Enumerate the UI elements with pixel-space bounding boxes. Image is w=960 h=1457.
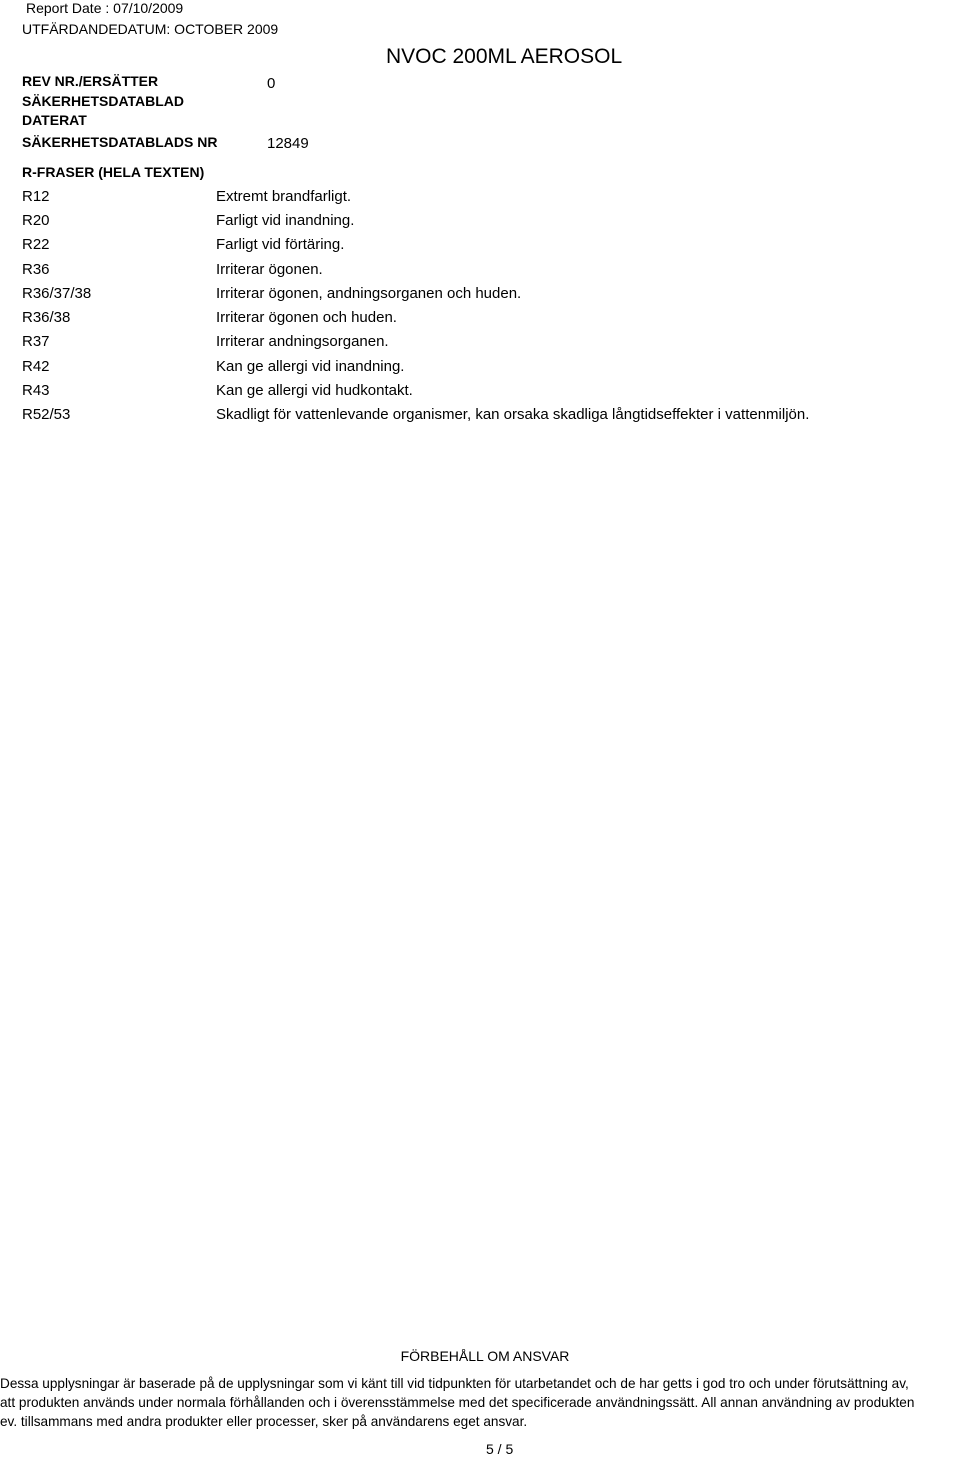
r-phrase-text: Kan ge allergi vid hudkontakt. [216, 382, 413, 399]
r-phrase-code: R37 [22, 333, 50, 350]
issue-date: UTFÄRDANDEDATUM: OCTOBER 2009 [22, 21, 279, 37]
r-phrase-text: Irriterar ögonen. [216, 261, 323, 278]
disclaimer-line-1: Dessa upplysningar är baserade på de upplysningar som vi känt till vid tidpunkten för utarbetandet och de har getts i god tro och under förutsättning av, [0, 1376, 909, 1391]
r-phrase-text: Farligt vid inandning. [216, 212, 355, 229]
r-phrase-code: R36 [22, 261, 50, 278]
r-phrase-code: R12 [22, 188, 50, 205]
product-title: NVOC 200ML AEROSOL [386, 45, 623, 68]
disclaimer-heading: FÖRBEHÅLL OM ANSVAR [400, 1348, 570, 1364]
r-phrase-text: Farligt vid förtäring. [216, 236, 345, 253]
r-phrase-text: Irriterar ögonen och huden. [216, 309, 397, 326]
disclaimer-line-3: ev. tillsammans med andra produkter eller processer, sker på användarens eget ansvar. [0, 1414, 528, 1429]
sds-number-label: SÄKERHETSDATABLADS NR [22, 134, 218, 150]
report-date: Report Date : 07/10/2009 [26, 0, 184, 16]
sds-number-value: 12849 [267, 135, 309, 152]
replaces-label-line1: REV NR./ERSÄTTER [22, 73, 159, 89]
replaces-label-line3: DATERAT [22, 112, 87, 128]
r-phrase-text: Skadligt för vattenlevande organismer, kan orsaka skadliga långtidseffekter i vattenmiljön. [216, 406, 810, 423]
replaces-label-line2: SÄKERHETSDATABLAD [22, 93, 185, 109]
r-phrase-text: Extremt brandfarligt. [216, 188, 352, 205]
r-phrase-code: R36/37/38 [22, 285, 92, 302]
r-phrase-code: R36/38 [22, 309, 71, 326]
r-phrase-code: R52/53 [22, 406, 71, 423]
r-phrase-code: R43 [22, 382, 50, 399]
disclaimer-line-2: att produkten används under normala förhållanden och i överensstämmelse med det specificerade användningssätt. All annan användning av produkten [0, 1395, 915, 1410]
r-phrase-text: Kan ge allergi vid inandning. [216, 358, 405, 375]
page-number: 5 / 5 [486, 1441, 514, 1457]
r-phrases-heading: R-FRASER (HELA TEXTEN) [22, 164, 205, 180]
r-phrase-text: Irriterar ögonen, andningsorganen och huden. [216, 285, 522, 302]
rev-value: 0 [267, 75, 276, 92]
r-phrase-code: R22 [22, 236, 50, 253]
r-phrase-text: Irriterar andningsorganen. [216, 333, 389, 350]
r-phrase-code: R20 [22, 212, 50, 229]
r-phrase-code: R42 [22, 358, 50, 375]
